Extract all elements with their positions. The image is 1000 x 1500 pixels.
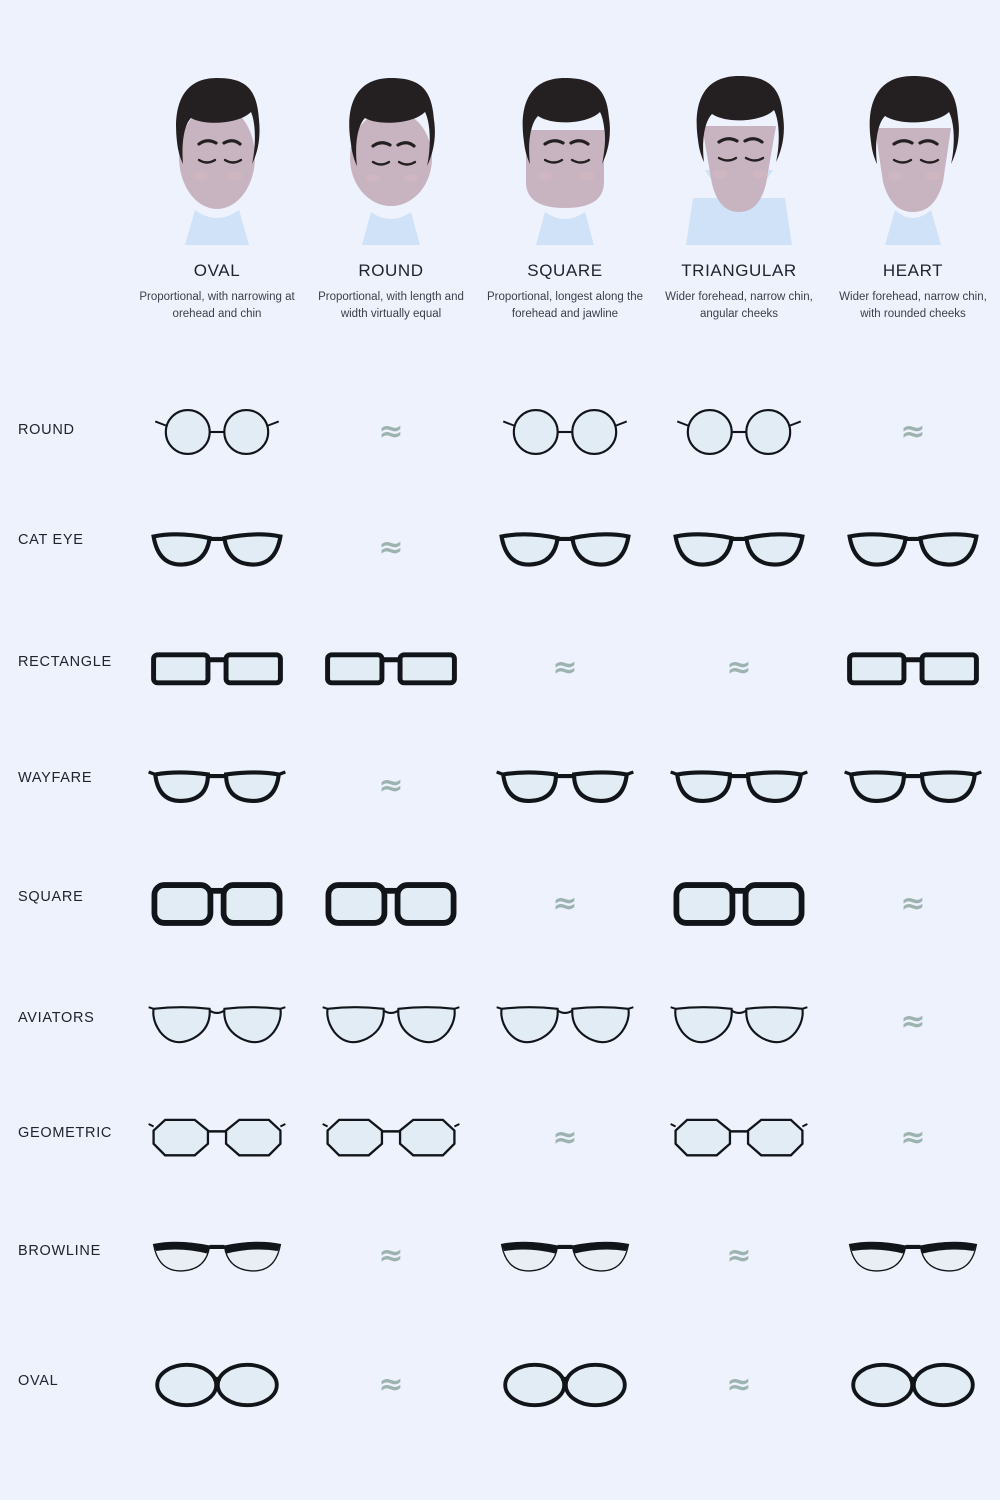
- no-match-icon: ≈: [900, 886, 926, 921]
- no-match-icon: ≈: [378, 530, 404, 565]
- cell-rectangle-round: [304, 628, 478, 708]
- no-match-icon: ≈: [900, 1120, 926, 1155]
- cell-cateye-round: [304, 508, 478, 588]
- no-match-icon: ≈: [900, 1004, 926, 1039]
- face-illustration-triangular: [669, 60, 809, 245]
- face-column-triangular: [652, 60, 826, 360]
- frame-row-label-square: SQUARE: [18, 889, 84, 905]
- frame-row-label-wayfare: WAYFARE: [18, 770, 93, 786]
- cell-wayfare-round: [304, 746, 478, 826]
- no-match-icon: ≈: [378, 768, 404, 803]
- cell-square-oval: [130, 864, 304, 944]
- cell-cateye-triangular: [652, 508, 826, 588]
- cell-wayfare-heart: [826, 746, 1000, 826]
- frame-row-label-round: ROUND: [18, 422, 75, 438]
- cell-oval-heart: [826, 1345, 1000, 1425]
- cell-geometric-square: [478, 1098, 652, 1178]
- frame-row-label-browline: BROWLINE: [18, 1243, 101, 1259]
- cell-aviators-round: [304, 982, 478, 1062]
- cell-rectangle-heart: [826, 628, 1000, 708]
- cell-square-triangular: [652, 864, 826, 944]
- cell-round-round: [304, 392, 478, 472]
- face-desc-square: Proportional, longest along the forehead and jawline: [487, 291, 643, 320]
- cell-round-heart: [826, 392, 1000, 472]
- face-title-round: ROUND: [358, 261, 424, 280]
- cell-square-round: [304, 864, 478, 944]
- no-match-icon: ≈: [552, 650, 578, 685]
- cell-browline-round: [304, 1216, 478, 1296]
- no-match-icon: ≈: [900, 414, 926, 449]
- no-match-icon: ≈: [552, 886, 578, 921]
- face-desc-oval: Proportional, with narrowing at orehead and chin: [139, 291, 295, 320]
- no-match-icon: ≈: [378, 414, 404, 449]
- face-column-heart: [826, 60, 1000, 360]
- cell-browline-oval: [130, 1216, 304, 1296]
- cell-aviators-triangular: [652, 982, 826, 1062]
- face-column-oval: [130, 60, 304, 360]
- face-column-round: [304, 60, 478, 360]
- no-match-icon: ≈: [726, 1238, 752, 1273]
- frame-row-label-rectangle: RECTANGLE: [18, 654, 112, 670]
- cell-aviators-heart: [826, 982, 1000, 1062]
- cell-cateye-heart: [826, 508, 1000, 588]
- cell-square-heart: [826, 864, 1000, 944]
- cell-rectangle-oval: [130, 628, 304, 708]
- cell-geometric-heart: [826, 1098, 1000, 1178]
- cell-browline-triangular: [652, 1216, 826, 1296]
- cell-wayfare-triangular: [652, 746, 826, 826]
- cell-round-triangular: [652, 392, 826, 472]
- face-title-oval: OVAL: [193, 261, 241, 280]
- no-match-icon: ≈: [726, 1367, 752, 1402]
- cell-aviators-square: [478, 982, 652, 1062]
- cell-rectangle-square: [478, 628, 652, 708]
- face-title-square: SQUARE: [527, 261, 603, 280]
- cell-browline-square: [478, 1216, 652, 1296]
- face-title-heart: HEART: [882, 261, 944, 280]
- cell-oval-oval: [130, 1345, 304, 1425]
- cell-round-square: [478, 392, 652, 472]
- face-illustration-heart: [843, 60, 983, 245]
- cell-browline-heart: [826, 1216, 1000, 1296]
- cell-aviators-oval: [130, 982, 304, 1062]
- frame-row-label-cat-eye: CAT EYE: [18, 532, 84, 548]
- face-column-square: [478, 60, 652, 360]
- cell-wayfare-square: [478, 746, 652, 826]
- cell-geometric-triangular: [652, 1098, 826, 1178]
- no-match-icon: ≈: [726, 650, 752, 685]
- face-desc-round: Proportional, with length and width virtually equal: [318, 291, 464, 320]
- face-desc-heart: Wider forehead, narrow chin, with rounded cheeks: [839, 291, 987, 320]
- cell-square-square: [478, 864, 652, 944]
- cell-oval-square: [478, 1345, 652, 1425]
- cell-oval-triangular: [652, 1345, 826, 1425]
- cell-geometric-round: [304, 1098, 478, 1178]
- cell-cateye-square: [478, 508, 652, 588]
- cell-wayfare-oval: [130, 746, 304, 826]
- no-match-icon: ≈: [552, 1120, 578, 1155]
- cell-cateye-oval: [130, 508, 304, 588]
- no-match-icon: ≈: [378, 1238, 404, 1273]
- cell-round-oval: [130, 392, 304, 472]
- frame-row-label-aviators: AVIATORS: [18, 1010, 95, 1026]
- no-match-icon: ≈: [378, 1367, 404, 1402]
- frame-row-label-oval: OVAL: [18, 1373, 59, 1389]
- cell-oval-round: [304, 1345, 478, 1425]
- face-header-row: [130, 60, 1000, 360]
- face-illustration-square: [495, 60, 635, 245]
- face-illustration-oval: [147, 60, 287, 245]
- face-title-triangular: TRIANGULAR: [681, 261, 797, 280]
- cell-rectangle-triangular: [652, 628, 826, 708]
- face-illustration-round: [321, 60, 461, 245]
- frame-row-label-geometric: GEOMETRIC: [18, 1125, 113, 1141]
- face-desc-triangular: Wider forehead, narrow chin, angular cheeks: [665, 291, 813, 320]
- cell-geometric-oval: [130, 1098, 304, 1178]
